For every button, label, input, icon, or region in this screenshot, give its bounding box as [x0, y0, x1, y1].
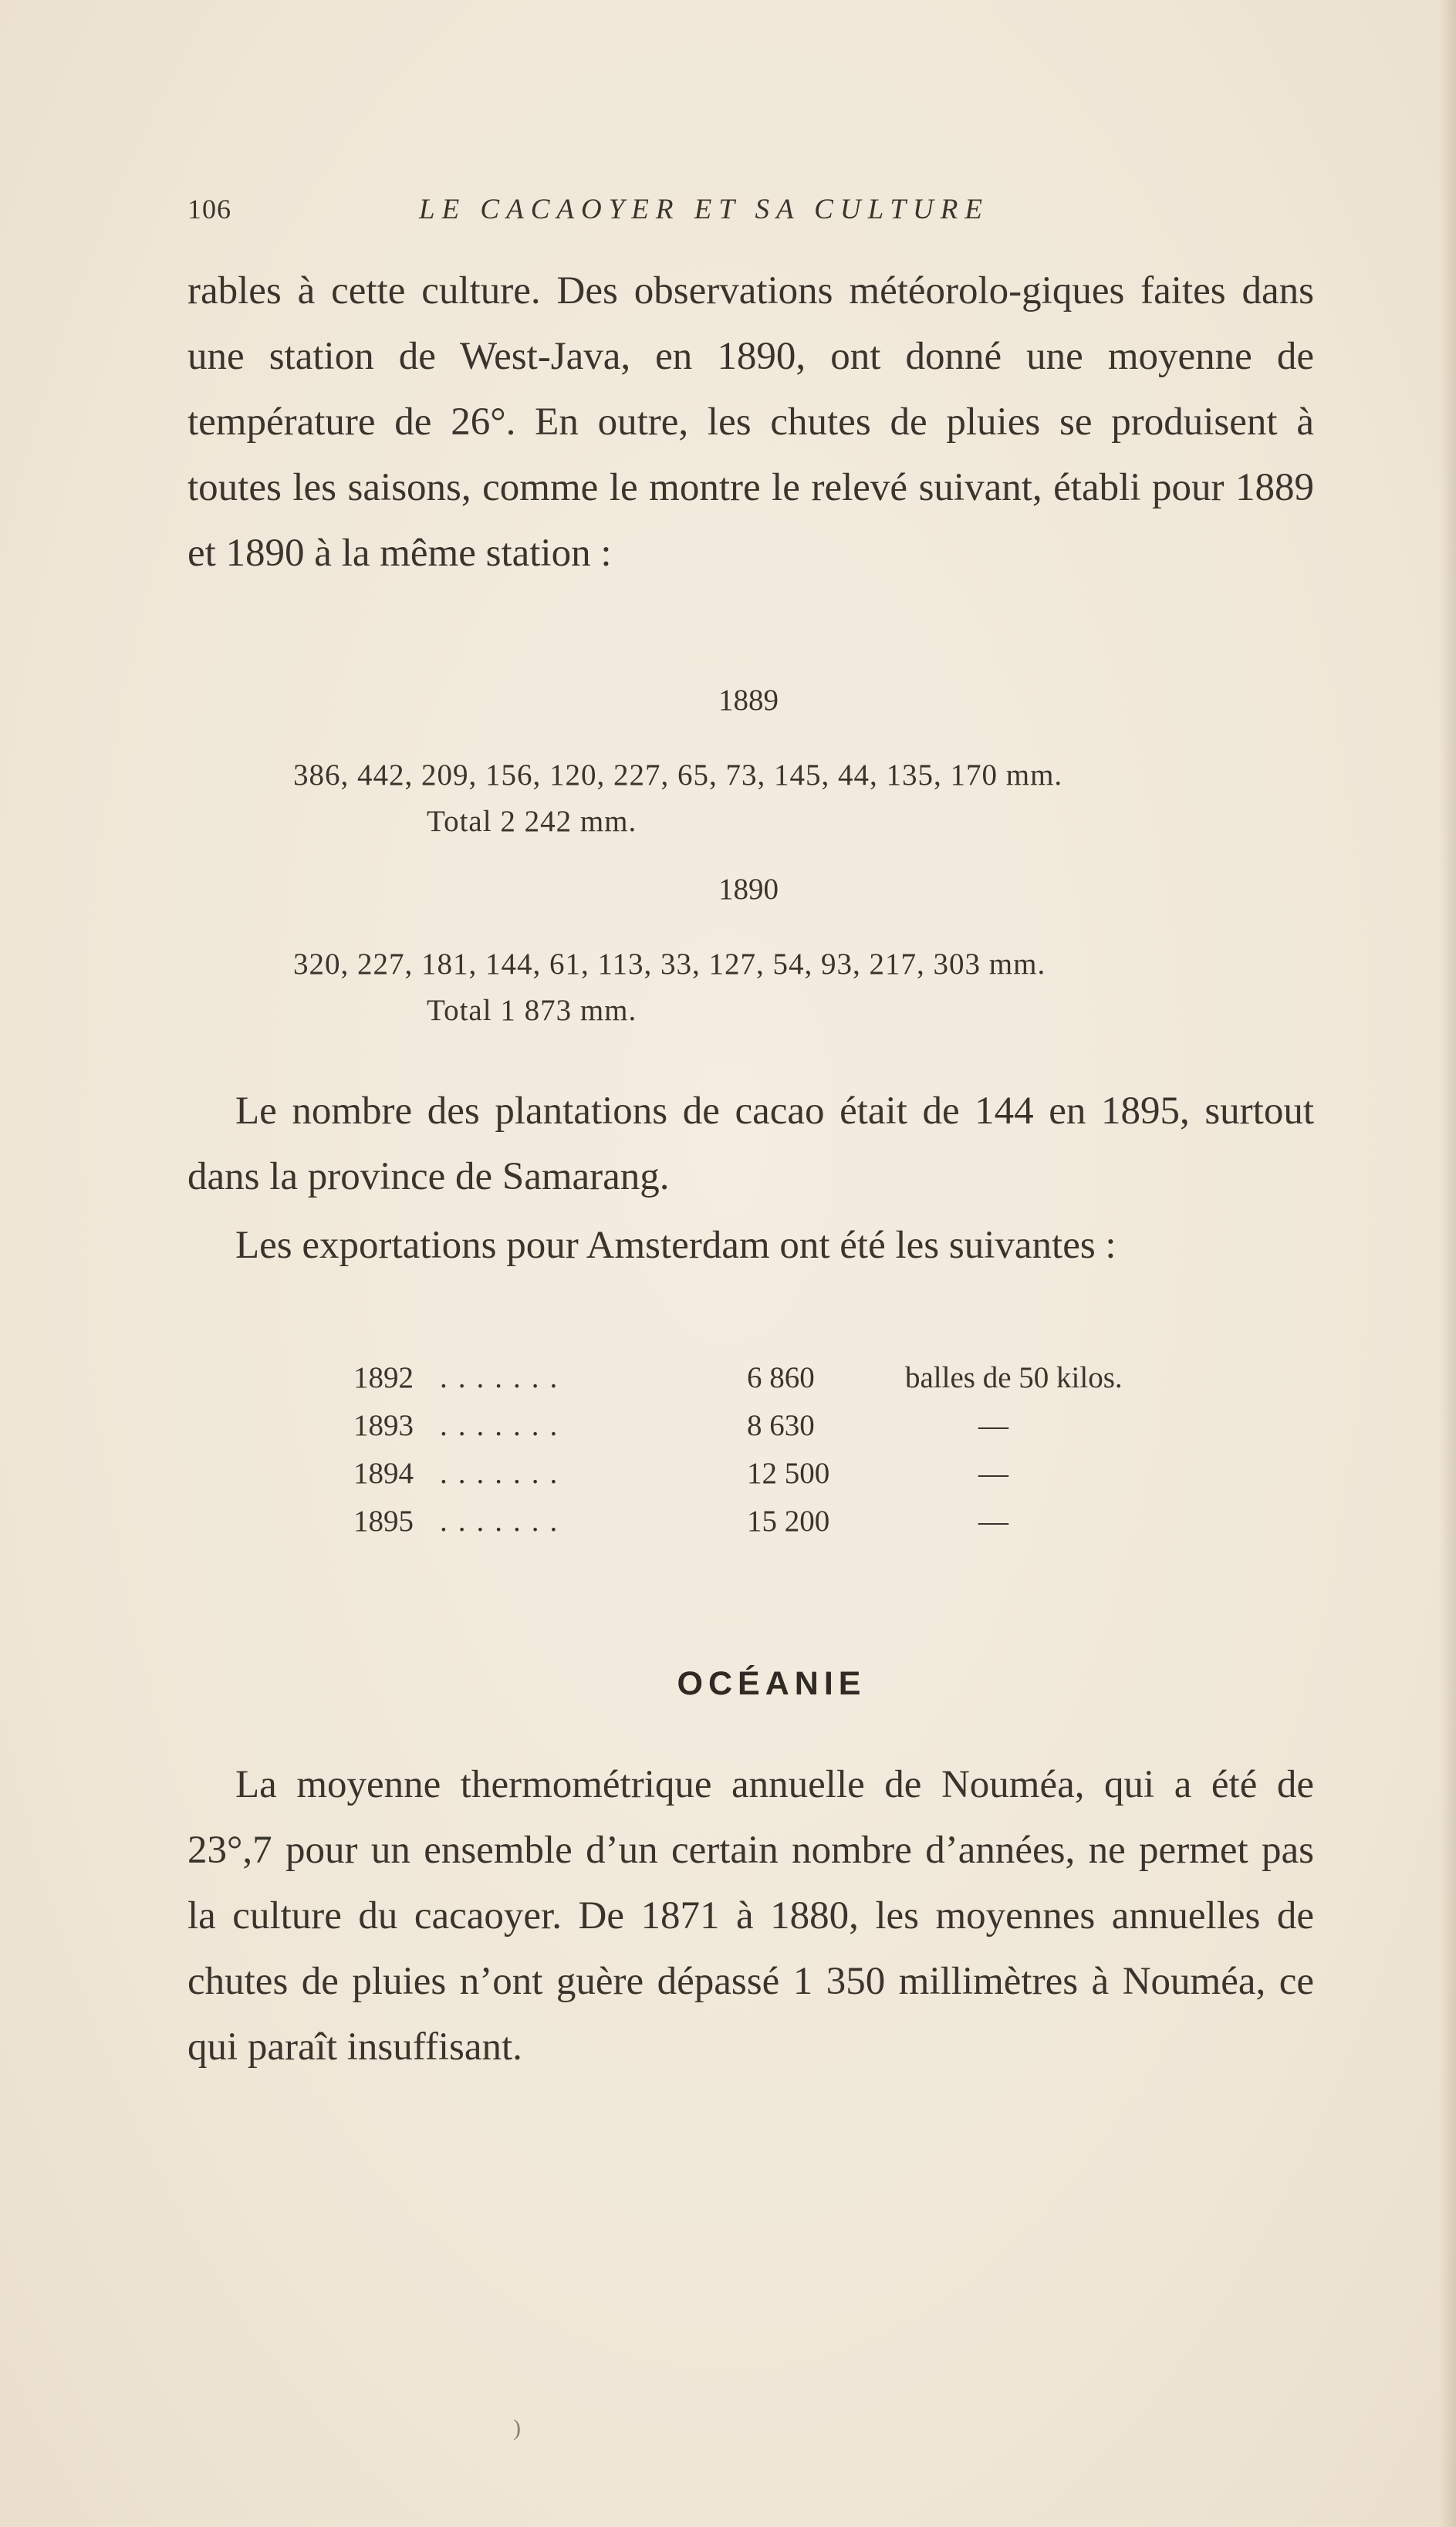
exports-table: [353, 1360, 1202, 1552]
intro-paragraph: rables à cette culture. Des observations météorolo-giques faites dans une station de West-Java, en 1890, ont donné une moyenne de température de 26°. En outre, les chutes de pluies se produisent à toutes les saisons, comme le montre le relevé suivant, établi pour 1889 et 1890 à la même station :: [187, 269, 1314, 575]
rainfall-year-1890: 1890: [718, 873, 779, 906]
leader-dots: .......: [440, 1409, 569, 1442]
leader-dots: .......: [440, 1361, 569, 1394]
export-row: [353, 1360, 1202, 1408]
export-amount: 8 630: [747, 1409, 815, 1442]
export-year: 1895: [353, 1505, 414, 1538]
ditto-dash: —: [978, 1457, 1008, 1490]
export-row: [353, 1408, 1202, 1456]
page-number: 106: [187, 194, 231, 225]
ditto-dash: —: [978, 1505, 1008, 1538]
exports-intro-paragraph: Les exportations pour Amsterdam ont été les suivantes :: [235, 1224, 1116, 1267]
rainfall-values-1890: 320, 227, 181, 144, 61, 113, 33, 127, 54, 93, 217, 303 mm.: [293, 948, 1046, 981]
ditto-dash: —: [978, 1409, 1008, 1442]
rainfall-year-1889: 1889: [718, 684, 779, 717]
export-unit: balles de 50 kilos.: [905, 1361, 1123, 1394]
leader-dots: .......: [440, 1457, 569, 1490]
export-row: [353, 1456, 1202, 1504]
running-title: LE CACAOYER ET SA CULTURE: [419, 194, 989, 225]
export-year: 1893: [353, 1409, 414, 1442]
export-year: 1892: [353, 1361, 414, 1394]
export-year: 1894: [353, 1457, 414, 1490]
oceanie-paragraph: La moyenne thermométrique annuelle de Nouméa, qui a été de 23°,7 pour un ensemble d’un certain nombre d’années, ne permet pas la culture du cacaoyer. De 1871 à 1880, les moyennes annuelles de chutes de pluies n’ont guère dépassé 1 350 millimètres à Nouméa, ce qui paraît insuffisant.: [187, 1763, 1314, 2069]
rainfall-values-1889: 386, 442, 209, 156, 120, 227, 65, 73, 145, 44, 135, 170 mm.: [293, 758, 1063, 792]
export-amount: 15 200: [747, 1505, 830, 1538]
page-header: [187, 193, 1314, 231]
rainfall-total-1889: Total 2 242 mm.: [427, 805, 637, 838]
export-amount: 6 860: [747, 1361, 815, 1394]
plantations-paragraph: Le nombre des plantations de cacao était de 144 en 1895, surtout dans la province de Samarang.: [187, 1090, 1314, 1198]
page-gutter-shadow: [1439, 0, 1456, 2527]
footer-mark: ): [513, 2415, 521, 2441]
export-amount: 12 500: [747, 1457, 830, 1490]
export-row: [353, 1504, 1202, 1552]
rainfall-total-1890: Total 1 873 mm.: [427, 994, 637, 1027]
section-heading-oceanie: OCÉANIE: [677, 1665, 867, 1702]
leader-dots: .......: [440, 1505, 569, 1538]
